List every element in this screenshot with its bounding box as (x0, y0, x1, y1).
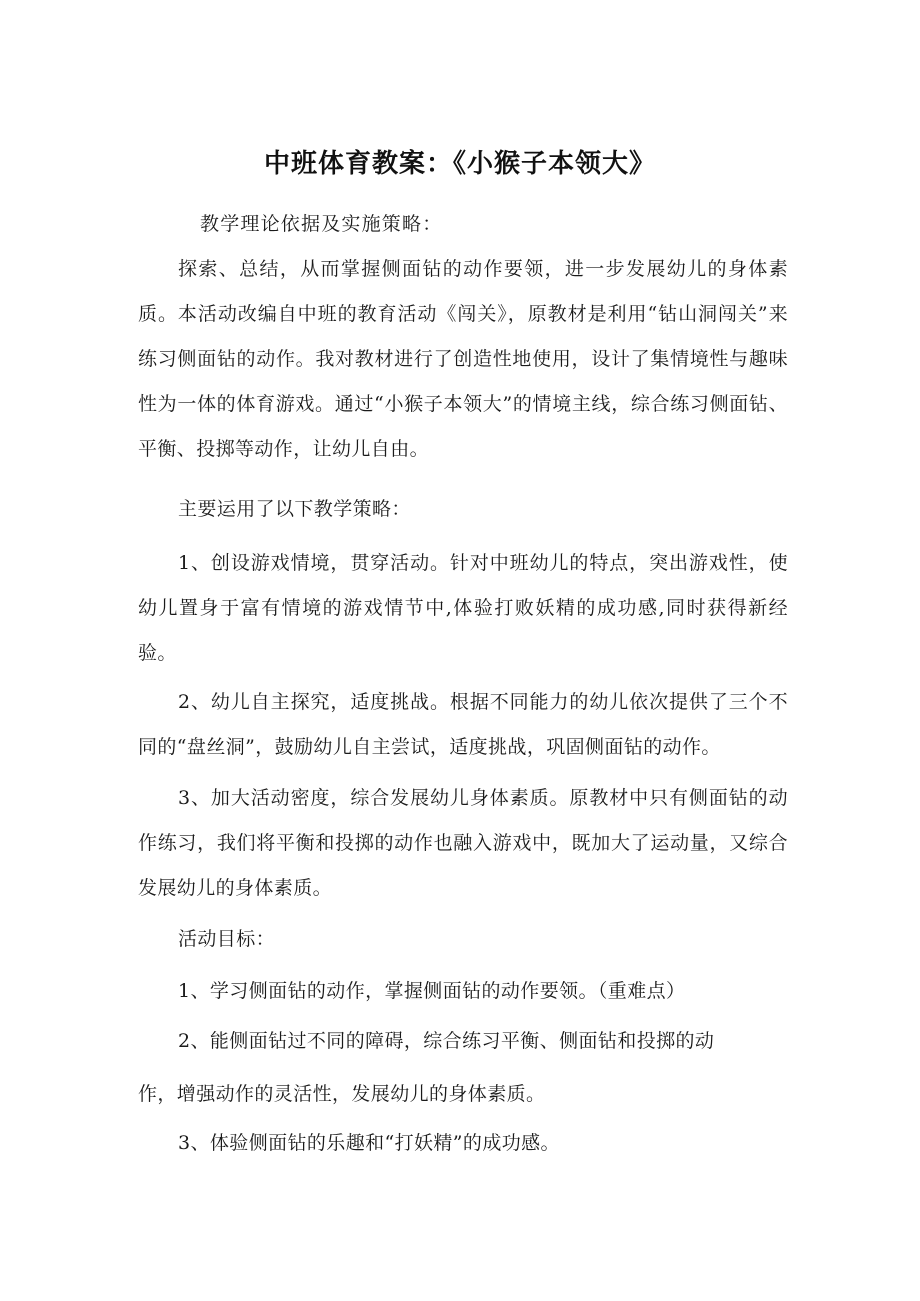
strategy-item: 1、创设游戏情境，贯穿活动。针对中班幼儿的特点，突出游戏性，使幼儿置身于富有情境的游戏情节中,体验打败妖精的成功感,同时获得新经验。 (138, 552, 788, 664)
strategy-item: 3、加大活动密度，综合发展幼儿身体素质。原教材中只有侧面钻的动作练习，我们将平衡和投掷的动作也融入游戏中，既加大了运动量，又综合发展幼儿的身体素质。 (138, 787, 788, 899)
strategies-heading: 主要运用了以下教学策略： (178, 498, 411, 520)
goal-item: 1、学习侧面钻的动作，掌握侧面钻的动作要领。（重难点） (178, 980, 686, 1002)
section-heading: 教学理论依据及实施策略： (200, 213, 443, 235)
strategy-item: 2、幼儿自主探究，适度挑战。根据不同能力的幼儿依次提供了三个不同的“盘丝洞”，鼓励幼儿自主尝试，适度挑战，巩固侧面钻的动作。 (138, 691, 788, 758)
goal-item-continuation: 作，增强动作的灵活性，发展幼儿的身体素质。 (138, 1083, 546, 1105)
goals-heading: 活动目标： (178, 928, 276, 950)
document-title: 中班体育教案：《小猴子本领大》 (263, 149, 656, 179)
goal-item: 2、能侧面钻过不同的障碍，综合练习平衡、侧面钻和投掷的动 (178, 1030, 715, 1052)
goal-item: 3、体验侧面钻的乐趣和“打妖精”的成功感。 (178, 1132, 560, 1154)
intro-paragraph: 探索、总结，从而掌握侧面钻的动作要领，进一步发展幼儿的身体素质。本活动改编自中班的教育活动《闯关》，原教材是利用“钻山洞闯关”来练习侧面钻的动作。我对教材进行了创造性地使用，设计了集情境性与趣味性为一体的体育游戏。通过“小猴子本领大”的情境主线，综合练习侧面钻、平衡、投掷等动作，让幼儿自由。 (138, 258, 788, 460)
